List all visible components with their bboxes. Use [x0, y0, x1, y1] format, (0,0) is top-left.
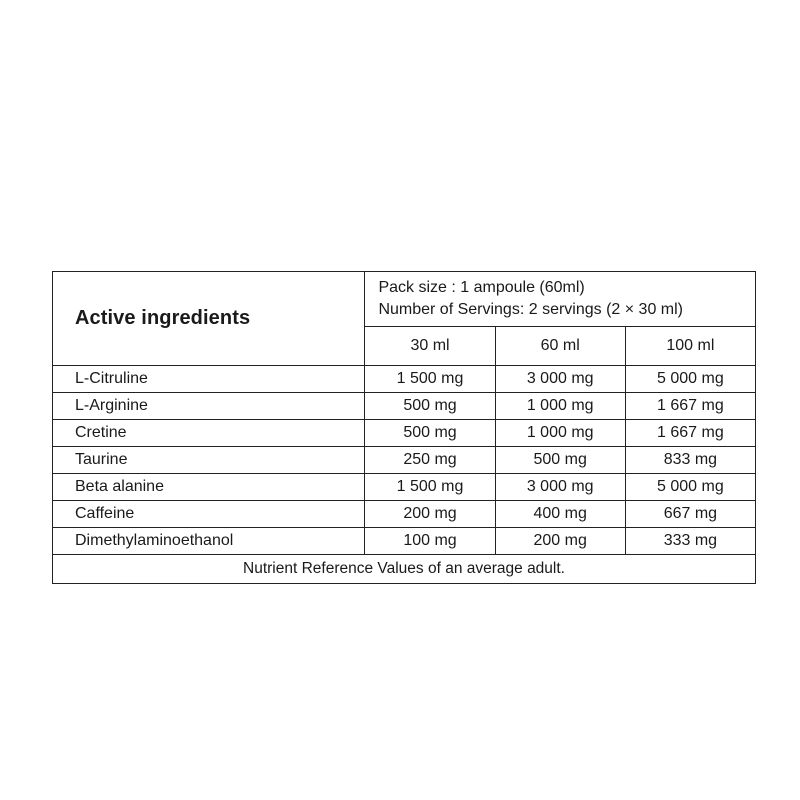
table-row: [53, 501, 756, 528]
value-100ml: 1 667 mg: [625, 393, 755, 420]
value-30ml: 1 500 mg: [365, 366, 495, 393]
dose-header-100ml: 100 ml: [625, 327, 755, 366]
table-row: [53, 528, 756, 555]
value-30ml: 200 mg: [365, 501, 495, 528]
value-30ml: 500 mg: [365, 393, 495, 420]
ingredient-name: L-Citruline: [53, 366, 365, 393]
table-row: [53, 420, 756, 447]
ingredient-name: L-Arginine: [53, 393, 365, 420]
ingredient-name: Taurine: [53, 447, 365, 474]
table-row: [53, 366, 756, 393]
value-100ml: 5 000 mg: [625, 366, 755, 393]
value-60ml: 3 000 mg: [495, 366, 625, 393]
value-30ml: 250 mg: [365, 447, 495, 474]
ingredient-name: Caffeine: [53, 501, 365, 528]
value-60ml: 1 000 mg: [495, 420, 625, 447]
table-title: Active ingredients: [53, 272, 365, 366]
ingredient-name: Dimethylaminoethanol: [53, 528, 365, 555]
value-30ml: 1 500 mg: [365, 474, 495, 501]
value-30ml: 500 mg: [365, 420, 495, 447]
value-100ml: 5 000 mg: [625, 474, 755, 501]
table-row: [53, 474, 756, 501]
dose-header-60ml: 60 ml: [495, 327, 625, 366]
nutrition-table: [52, 271, 756, 584]
ingredient-name: Beta alanine: [53, 474, 365, 501]
table-row: [53, 393, 756, 420]
value-100ml: 333 mg: [625, 528, 755, 555]
value-60ml: 1 000 mg: [495, 393, 625, 420]
footer-row: [53, 555, 756, 584]
pack-info-cell: [365, 272, 756, 327]
value-100ml: 833 mg: [625, 447, 755, 474]
value-60ml: 3 000 mg: [495, 474, 625, 501]
pack-size-text: Pack size : 1 ampoule (60ml): [378, 279, 585, 296]
value-60ml: 400 mg: [495, 501, 625, 528]
value-30ml: 100 mg: [365, 528, 495, 555]
pack-info-row: [53, 272, 756, 327]
table-row: [53, 447, 756, 474]
servings-text: Number of Servings: 2 servings (2 × 30 ml): [378, 301, 683, 318]
value-100ml: 667 mg: [625, 501, 755, 528]
value-100ml: 1 667 mg: [625, 420, 755, 447]
value-60ml: 500 mg: [495, 447, 625, 474]
dose-header-30ml: 30 ml: [365, 327, 495, 366]
ingredient-name: Cretine: [53, 420, 365, 447]
value-60ml: 200 mg: [495, 528, 625, 555]
footer-note: Nutrient Reference Values of an average adult.: [243, 560, 565, 577]
